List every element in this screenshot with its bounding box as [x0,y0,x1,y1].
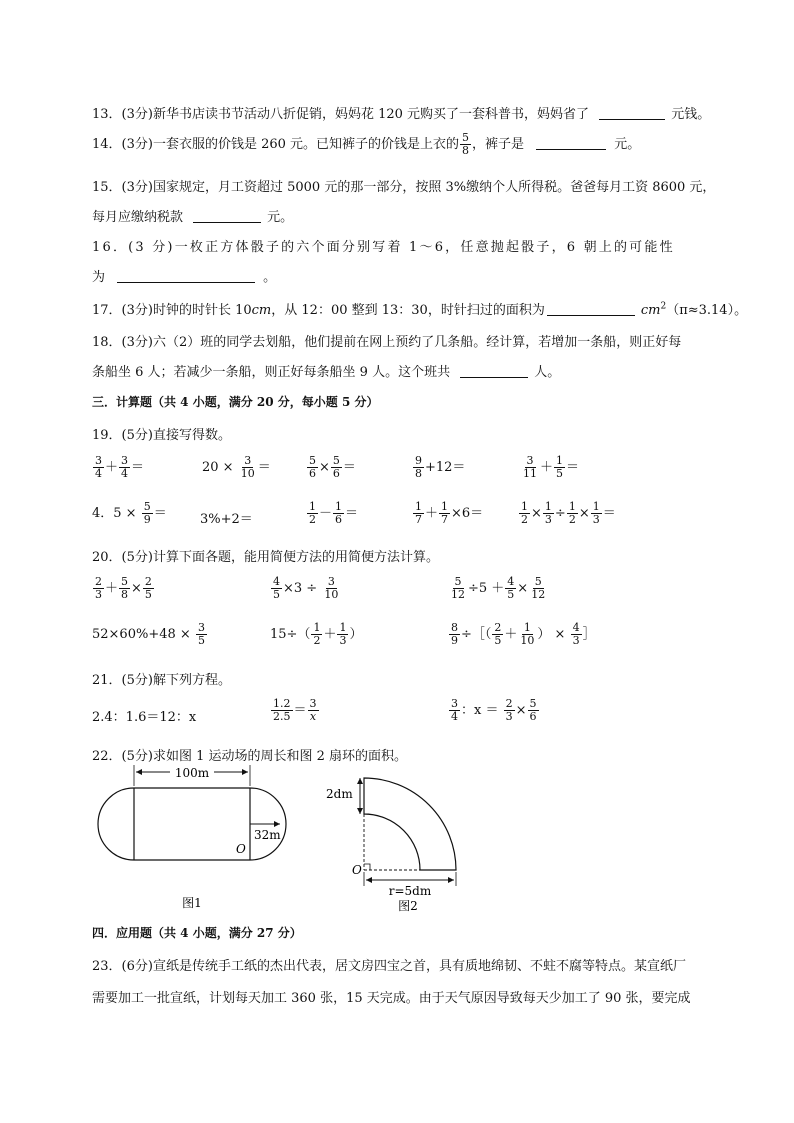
right-angle-mark [364,864,370,870]
question-20 [92,546,439,565]
expression: $\frac{3}{11}$ ＋ $\frac{1}{5}$ ＝ [523,454,580,480]
question-text: ，从 12：00 整到 13：30，时针扫过的面积为 [271,303,545,318]
question-text: 时钟的时针长 10 [152,303,252,318]
figure-caption: 图1 [182,896,202,910]
expression: $\frac{2}{3}$ ＋ $\frac{5}{8}$ × $\frac{2}{5}$ [95,575,152,601]
expression: 20 × $\frac{3}{10}$ ＝ [202,454,271,480]
question-text: 新华书店读书节活动八折促销，妈妈花 120 元购买了一套科普书，妈妈省了 [152,107,590,122]
radius-label: 32m [254,828,281,842]
expression: 4．5 × $\frac{5}{9}$ ＝ [92,500,167,526]
arrow-down-icon [357,808,363,814]
figure-2-sector-ring [320,760,470,920]
arrow-right-icon [448,877,454,883]
equation: 2.4：1.6＝12：x [92,710,197,725]
center-label: O [236,842,246,856]
question-text: 直接写得数。 [152,428,231,443]
question-text: 求如图 1 运动场的周长和图 2 扇环的面积。 [152,749,408,764]
expression: $\frac{5}{12}$ ÷5 ＋ $\frac{4}{5}$ × $\frac{5}{12}$ [451,575,546,601]
expression: $\frac{9}{8}$ +12＝ [415,454,466,480]
fraction: $\frac{5}{8}$ [462,131,470,157]
question-text: ，裤子是 [472,137,525,152]
question-number: 13．(3分) [92,107,153,122]
arrow-left-icon [366,877,372,883]
question-number: 14．(3分) [92,137,153,152]
question-number: 15．(3分) [92,180,153,195]
question-text: 每月应缴纳税款 [92,210,184,225]
question-text: 解下列方程。 [152,673,231,688]
question-text: 需要加工一批宣纸，计划每天加工 360 张，15 天完成。由于天气原因导致每天少加工了 90 张，要完成 [92,991,691,1006]
question-text: 一枚正方体骰子的六个面分别写着 1～6，任意抛起骰子，6 朝上的可能性 [174,240,675,255]
question-19 [92,424,231,443]
question-number: 16．(3 分) [92,240,175,255]
question-text: 六（2）班的同学去划船，他们提前在网上预约了几条船。经计算，若增加一条船，则正好每 [152,335,682,350]
answer-blank[interactable] [599,107,665,120]
arrow-right-icon [274,821,280,827]
unit-text: cm [640,303,661,318]
question-14 [92,132,640,157]
question-15-line1 [92,176,715,195]
answer-blank[interactable] [117,270,255,283]
arrow-right-icon [242,769,248,775]
figure-1-stadium [90,760,322,920]
question-15-line2 [92,206,293,225]
unit-text: 元钱。 [671,107,711,122]
question-16-line1 [92,236,675,255]
sector-ring-outline [364,778,456,870]
expression: 3%+2＝ [200,512,253,527]
figure-caption: 图2 [398,899,418,913]
equation: $\frac{1.2}{2.5}$ ＝ $\frac{3}{x}$ [273,697,317,723]
question-text: 。 [263,270,277,285]
answer-blank[interactable] [536,137,606,150]
question-number: 21．(5分) [92,673,153,688]
question-text: 宣纸是传统手工纸的杰出代表，居文房四宝之首，具有质地绵韧、不蛀不腐等特点。某宣纸厂 [152,959,686,974]
answer-blank[interactable] [547,303,635,316]
question-number: 17．(3分) [92,303,153,318]
expression: $\frac{3}{4}$ ＋ $\frac{3}{4}$ ＝ [95,454,145,480]
question-number: 19．(5分) [92,428,153,443]
radius-label: r=5dm [388,884,432,898]
question-23-line2 [92,987,691,1006]
arrow-left-icon [136,769,142,775]
expression: 52×60%+48 × $\frac{3}{5}$ [92,621,205,647]
question-16-line2 [92,266,276,285]
question-23-line1 [92,955,686,974]
expression: $\frac{1}{2}$ － $\frac{1}{6}$ ＝ [309,500,359,526]
question-18-line1 [92,331,681,350]
arrow-up-icon [357,778,363,784]
width-label: 2dm [326,787,353,801]
question-number: 18．(3分) [92,335,153,350]
question-21 [92,669,231,688]
length-label: 100m [174,766,210,780]
question-text: 计算下面各题，能用简便方法的用简便方法计算。 [152,550,439,565]
question-18-line2 [92,361,560,380]
question-number: 20．(5分) [92,550,153,565]
expression: $\frac{5}{6}$ × $\frac{5}{6}$ ＝ [309,454,356,480]
equation: $\frac{3}{4}$ ：x ＝ $\frac{2}{3}$ × $\frac{5}{6}$ [451,697,537,723]
unit-text: 人。 [534,365,561,380]
question-13 [92,103,710,122]
expression: $\frac{1}{7}$ ＋ $\frac{1}{7}$ ×6＝ [415,500,484,526]
expression: $\frac{1}{2}$ × $\frac{1}{3}$ ÷ $\frac{1}{2}$ × $\frac{1}{3}$ ＝ [521,500,616,526]
question-number: 23．(6分) [92,959,153,974]
section-title: 四．应用题（共 4 小题，满分 27 分） [92,926,302,940]
question-text: 国家规定，月工资超过 5000 元的那一部分，按照 3%缴纳个人所得税。爸爸每月工资 8600 元， [152,180,716,195]
section-title: 三．计算题（共 4 小题，满分 20 分，每小题 5 分） [92,395,379,409]
answer-blank[interactable] [460,365,528,378]
question-text: 一套衣服的价钱是 260 元。已知裤子的价钱是上衣的 [152,137,460,152]
question-number: 22．(5分) [92,749,153,764]
expression: 15÷（ $\frac{1}{2}$ ＋ $\frac{1}{3}$ ） [270,621,363,647]
unit-text: 元。 [267,210,294,225]
question-text: 条船坐 6 人；若减少一条船，则正好每条船坐 9 人。这个班共 [92,365,451,380]
unit-text: 元。 [614,137,641,152]
question-text: （π≈3.14）。 [666,303,748,318]
center-label: O [352,863,362,877]
answer-blank[interactable] [193,210,261,223]
expression: $\frac{8}{9}$ ÷［（ $\frac{2}{5}$ ＋ $\frac{1}{10}$ ） × $\frac{4}{3}$ ］ [451,621,596,647]
question-text: 为 [92,270,106,285]
question-17: 17．(3分)时钟的时针长 10cm，从 12：00 整到 13：30，时针扫过的面积为 $cm^2(\pi\approx 3.14)$。 [92,301,748,318]
expression: $\frac{4}{5}$ ×3 ÷ $\frac{3}{10}$ [273,575,339,601]
